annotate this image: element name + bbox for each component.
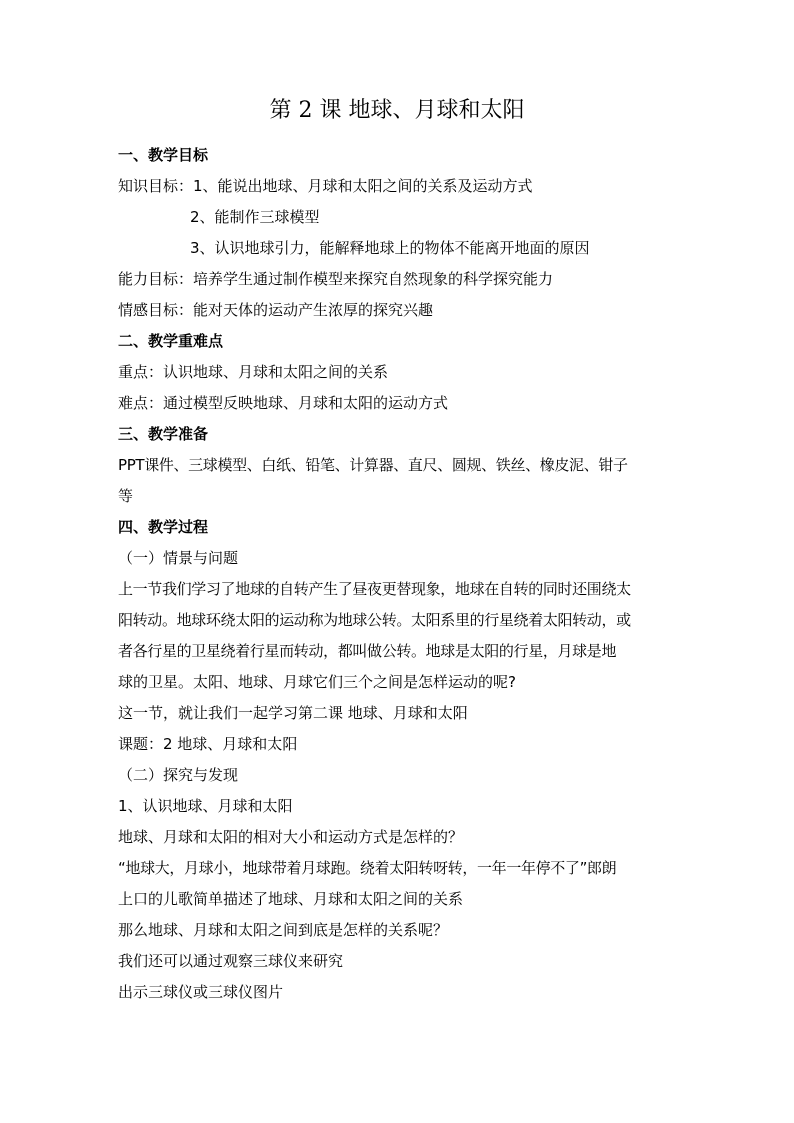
paragraph-line: 1、认识地球、月球和太阳 [118,797,293,815]
paragraph-line: 知识目标：1、能说出地球、月球和太阳之间的关系及运动方式 [118,177,533,195]
section-heading-process: 四、教学过程 [118,518,209,536]
section-heading-objectives: 一、教学目标 [118,146,209,164]
section-heading-key-points: 二、教学重难点 [118,332,224,350]
paragraph-line: 上一节我们学习了地球的自转产生了昼夜更替现象，地球在自转的同时还围绕太 [118,580,631,598]
paragraph-line: 我们还可以通过观察三球仪来研究 [118,952,344,970]
paragraph-line: （二）探究与发现 [118,766,239,784]
paragraph-line: 情感目标：能对天体的运动产生浓厚的探究兴趣 [118,301,434,319]
paragraph-line: 出示三球仪或三球仪图片 [118,983,284,1001]
paragraph-line: 2、能制作三球模型 [190,208,320,226]
paragraph-line: 重点：认识地球、月球和太阳之间的关系 [118,363,389,381]
paragraph-line: 能力目标：培养学生通过制作模型来探究自然现象的科学探究能力 [118,270,554,288]
paragraph-line: “地球大，月球小，地球带着月球跑。绕着太阳转呀转，一年一年停不了”郎朗 [118,859,617,877]
paragraph-line: 等 [118,487,134,505]
paragraph-line: 阳转动。地球环绕太阳的运动称为地球公转。太阳系里的行星绕着太阳转动，或 [118,611,631,629]
paragraph-line: 那么地球、月球和太阳之间到底是怎样的关系呢？ [118,921,449,939]
document-title: 第 2 课 地球、月球和太阳 [269,98,525,123]
paragraph-line: 3、认识地球引力，能解释地球上的物体不能离开地面的原因 [190,239,590,257]
paragraph-line: 上口的儿歌简单描述了地球、月球和太阳之间的关系 [118,890,464,908]
document-body [118,140,678,1008]
paragraph-line: （一）情景与问题 [118,549,239,567]
section-heading-preparation: 三、教学准备 [118,425,209,443]
paragraph-line: PPT课件、三球模型、白纸、铅笔、计算器、直尺、圆规、铁丝、橡皮泥、钳子 [118,456,628,474]
paragraph-line: 者各行星的卫星绕着行星而转动，都叫做公转。地球是太阳的行星，月球是地 [118,642,617,660]
paragraph-line: 这一节，就让我们一起学习第二课 地球、月球和太阳 [118,704,468,722]
paragraph-line: 球的卫星。太阳、地球、月球它们三个之间是怎样运动的呢? [118,673,516,691]
paragraph-line: 地球、月球和太阳的相对大小和运动方式是怎样的？ [118,828,464,846]
paragraph-line: 课题：2 地球、月球和太阳 [118,735,298,753]
paragraph-line: 难点：通过模型反映地球、月球和太阳的运动方式 [118,394,449,412]
